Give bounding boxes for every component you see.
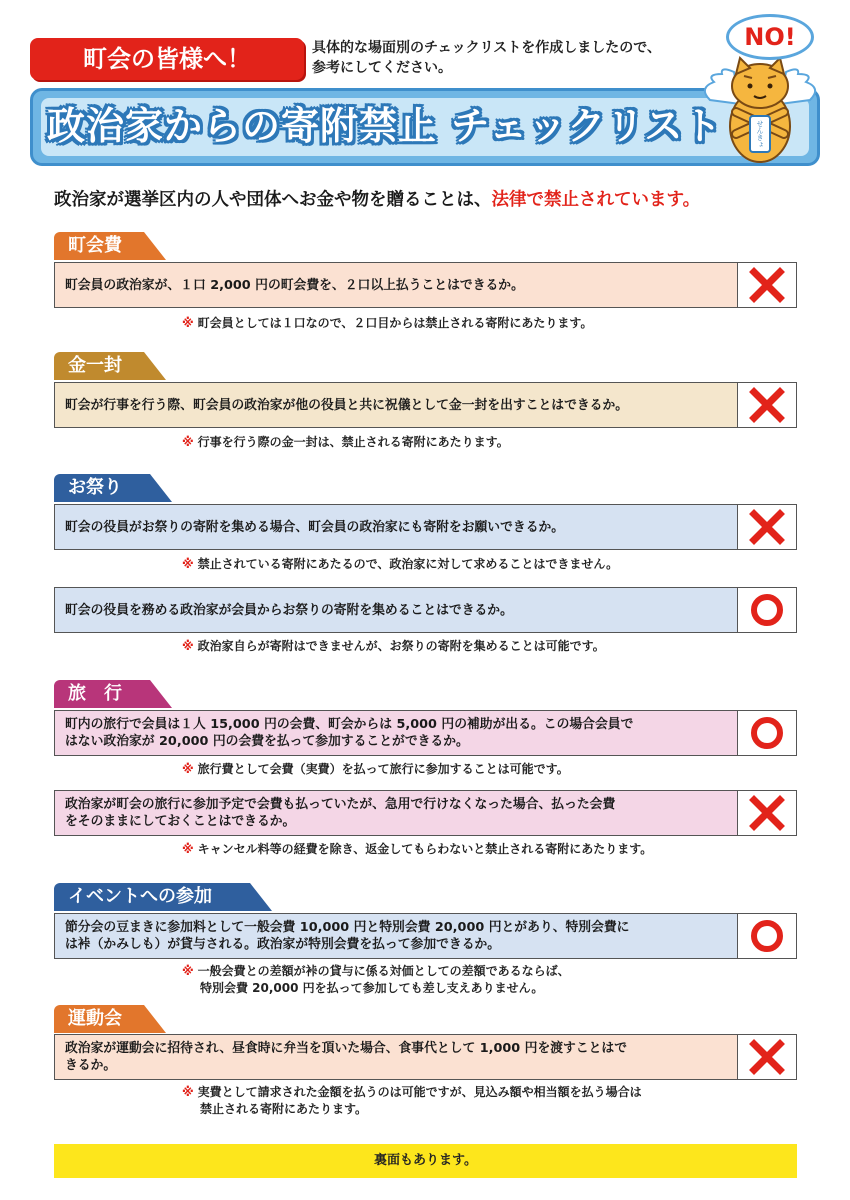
- lead-emphasis: 法律で禁止されています。: [491, 190, 701, 210]
- question-text: [55, 914, 737, 958]
- intro-text: [312, 38, 732, 78]
- lead-text: 政治家が選挙区内の人や団体へお金や物を贈ることは、: [54, 190, 492, 210]
- answer-note: ※ キャンセル料等の経費を除き、返金してもらわないと禁止される寄附にあたります。: [182, 842, 653, 856]
- intro-line-1: 具体的な場面別のチェックリストを作成しましたので、: [312, 40, 662, 56]
- section-tag-chokaihi: 町会費: [54, 232, 144, 260]
- section-tag-omatsuri: お祭り: [54, 474, 150, 502]
- question-line: 町内の旅行で会員は１人 15,000 円の会費、町会からは 5,000 円の補助が出る。この場合会員で: [65, 717, 634, 732]
- question-text: 町会が行事を行う際、町会員の政治家が他の役員と共に祝儀として金一封を出すことはできるか。: [65, 397, 629, 413]
- answer-note: ※ 旅行費として会費（実費）を払って旅行に参加することは可能です。: [182, 762, 569, 776]
- cross-mark-icon: [737, 505, 796, 549]
- note-line: 禁止される寄附にあたります。: [200, 1102, 368, 1116]
- answer-note: ※ 禁止されている寄附にあたるので、政治家に対して求めることはできません。: [182, 557, 619, 571]
- answer-note: ※ 町会員としては１口なので、２口目からは禁止される寄附にあたります。: [182, 316, 593, 330]
- question-line: 政治家が町会の旅行に参加予定で会費も払っていたが、急用で行けなくなった場合、払った会費: [65, 797, 616, 812]
- question-text: [55, 1035, 737, 1079]
- note-line: 旅行費として会費（実費）を払って旅行に参加することは可能です。: [197, 762, 569, 776]
- question-line: をそのままにしておくことはできるか。: [65, 814, 296, 829]
- question-text: 町会の役員を務める政治家が会員からお祭りの寄附を集めることはできるか。: [65, 602, 513, 618]
- question-text: [55, 711, 737, 755]
- cross-mark-icon: [737, 263, 796, 307]
- answer-note: ※ 行事を行う際の金一封は、禁止される寄附にあたります。: [182, 435, 509, 449]
- section-tag-undokai: 運動会: [54, 1005, 144, 1033]
- note-line: キャンセル料等の経費を除き、返金してもらわないと禁止される寄附にあたります。: [197, 842, 653, 856]
- question-line: はない政治家が 20,000 円の会費を払って参加することができるか。: [65, 734, 469, 749]
- section-tag-kinippu: 金一封: [54, 352, 144, 380]
- question-box: [54, 1034, 797, 1080]
- section-tag-ryoko: 旅 行: [54, 680, 150, 708]
- cross-mark-icon: [737, 1035, 796, 1079]
- question-text: 町会員の政治家が、１口 2,000 円の町会費を、２口以上払うことはできるか。: [65, 277, 524, 293]
- note-line: 特別会費 20,000 円を払って参加しても差し支えありません。: [200, 981, 544, 995]
- no-speech-bubble: NO!: [726, 14, 814, 60]
- question-box: [54, 262, 797, 308]
- answer-note: ※ 実費として請求された金額を払うのは可能ですが、見込み額や相当額を払う場合は 禁止される寄附にあたります。: [182, 1084, 802, 1118]
- question-box: [54, 504, 797, 550]
- circle-mark-icon: [737, 711, 796, 755]
- mascot-character: [700, 8, 820, 168]
- note-line: 一般会費との差額が裃の貸与に係る対価としての差額であるならば、: [197, 964, 570, 978]
- question-box: [54, 382, 797, 428]
- note-line: 町会員としては１口なので、２口目からは禁止される寄附にあたります。: [197, 316, 593, 330]
- cross-mark-icon: [737, 383, 796, 427]
- question-line: きるか。: [65, 1058, 117, 1073]
- section-tag-event: イベントへの参加: [54, 883, 250, 911]
- question-text: [55, 791, 737, 835]
- lead-sentence: [54, 186, 814, 211]
- note-line: 行事を行う際の金一封は、禁止される寄附にあたります。: [197, 435, 509, 449]
- note-line: 実費として請求された金額を払うのは可能ですが、見込み額や相当額を払う場合は: [197, 1085, 642, 1099]
- answer-note: ※ 一般会費との差額が裃の貸与に係る対価としての差額であるならば、 特別会費 20,000 円を払って参加しても差し支えありません。: [182, 963, 802, 997]
- intro-line-2: 参考にしてください。: [312, 60, 452, 76]
- cross-mark-icon: [737, 791, 796, 835]
- circle-mark-icon: [737, 914, 796, 958]
- footer-notice: 裏面もあります。: [54, 1144, 797, 1178]
- question-box: [54, 587, 797, 633]
- circle-mark-icon: [737, 588, 796, 632]
- page-title: 政治家からの寄附禁止 チェックリスト: [47, 104, 723, 148]
- question-text: 町会の役員がお祭りの寄附を集める場合、町会員の政治家にも寄附をお願いできるか。: [65, 519, 565, 535]
- question-box: [54, 710, 797, 756]
- mascot-sign-text: せんきょ: [756, 120, 764, 148]
- note-line: 政治家自らが寄附はできませんが、お祭りの寄附を集めることは可能です。: [197, 639, 605, 653]
- question-box: [54, 790, 797, 836]
- question-line: は裃（かみしも）が貸与される。政治家が特別会費を払って参加できるか。: [65, 937, 501, 952]
- note-line: 禁止されている寄附にあたるので、政治家に対して求めることはできません。: [197, 557, 619, 571]
- answer-note: ※ 政治家自らが寄附はできませんが、お祭りの寄附を集めることは可能です。: [182, 639, 605, 653]
- question-box: [54, 913, 797, 959]
- question-line: 節分会の豆まきに参加料として一般会費 10,000 円と特別会費 20,000 円とがあり、特別会費に: [65, 920, 630, 935]
- question-line: 政治家が運動会に招待され、昼食時に弁当を頂いた場合、食事代として 1,000 円を渡すことはで: [65, 1041, 628, 1056]
- greeting-badge: 町会の皆様へ！: [30, 38, 304, 80]
